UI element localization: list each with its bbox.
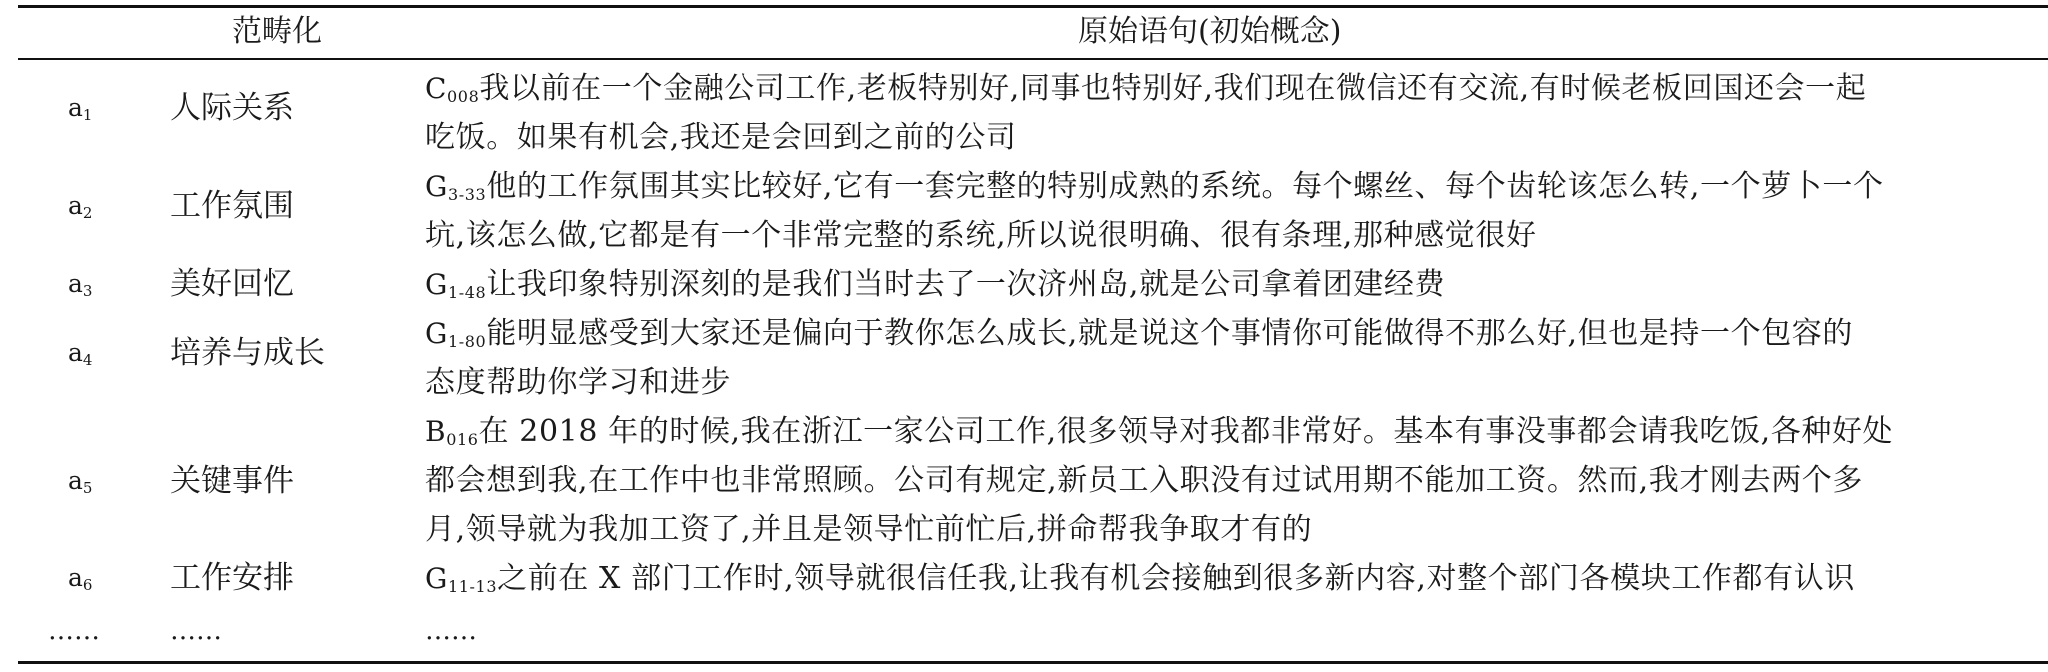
table-header-rule bbox=[18, 58, 2048, 60]
header-category: 范畴化 bbox=[232, 14, 322, 49]
row-category: 关键事件 bbox=[170, 463, 294, 499]
table-top-rule bbox=[18, 5, 2048, 8]
row-category: 培养与成长 bbox=[170, 335, 325, 371]
row-quote: $B_{016}$在 2018 年的时候,我在浙江一家公司工作,很多领导对我都非常好。基本有事没事都会请我吃饭,各种好处 都会想到我,在工作中也非常照顾。公司有规定,新员工入职没有过试用期不能加工资。然而,我才刚去两个多 月,领导就为我加工资了,并且是领导忙前忙后,拼命帮我争取才有的 bbox=[425, 414, 1894, 547]
row-code: $a_2$ bbox=[68, 191, 93, 222]
ellipsis-code: …… bbox=[48, 616, 100, 646]
table-bottom-rule bbox=[18, 661, 2048, 664]
row-code: $a_3$ bbox=[68, 269, 93, 300]
quote-id: $G_{1-80}$ bbox=[425, 317, 487, 351]
row-quote: $G_{11-13}$之前在 X 部门工作时,领导就很信任我,让我有机会接触到很多新内容,对整个部门各模块工作都有认识 bbox=[425, 561, 1855, 596]
quote-id: $C_{008}$ bbox=[425, 72, 480, 106]
quote-id: $G_{11-13}$ bbox=[425, 562, 498, 596]
row-quote: $G_{1-80}$能明显感受到大家还是偏向于教你怎么成长,就是说这个事情你可能做得不那么好,但也是持一个包容的 态度帮助你学习和进步 bbox=[425, 316, 1853, 400]
row-code: $a_5$ bbox=[68, 466, 93, 497]
row-quote: $C_{008}$我以前在一个金融公司工作,老板特别好,同事也特别好,我们现在微信还有交流,有时候老板回国还会一起 吃饭。如果有机会,我还是会回到之前的公司 bbox=[425, 71, 1867, 155]
quote-id: $G_{3-33}$ bbox=[425, 170, 487, 204]
quote-id: $B_{016}$ bbox=[425, 415, 479, 449]
row-code: $a_4$ bbox=[68, 338, 93, 369]
ellipsis-quote: …… bbox=[425, 616, 477, 646]
row-category: 工作安排 bbox=[170, 560, 294, 596]
row-category: 工作氛围 bbox=[170, 188, 294, 224]
ellipsis-category: …… bbox=[170, 616, 222, 646]
row-category: 美好回忆 bbox=[170, 266, 294, 302]
row-quote: $G_{1-48}$让我印象特别深刻的是我们当时去了一次济州岛,就是公司拿着团建经费 bbox=[425, 267, 1446, 302]
header-source-quote: 原始语句(初始概念) bbox=[1078, 14, 1342, 49]
row-code: $a_1$ bbox=[68, 93, 93, 124]
quote-id: $G_{1-48}$ bbox=[425, 268, 487, 302]
row-category: 人际关系 bbox=[170, 90, 294, 126]
row-quote: $G_{3-33}$他的工作氛围其实比较好,它有一套完整的特别成熟的系统。每个螺丝、每个齿轮该怎么转,一个萝卜一个 坑,该怎么做,它都是有一个非常完整的系统,所以说很明确、很有条理,那种感觉很好 bbox=[425, 169, 1884, 253]
row-code: $a_6$ bbox=[68, 563, 93, 594]
